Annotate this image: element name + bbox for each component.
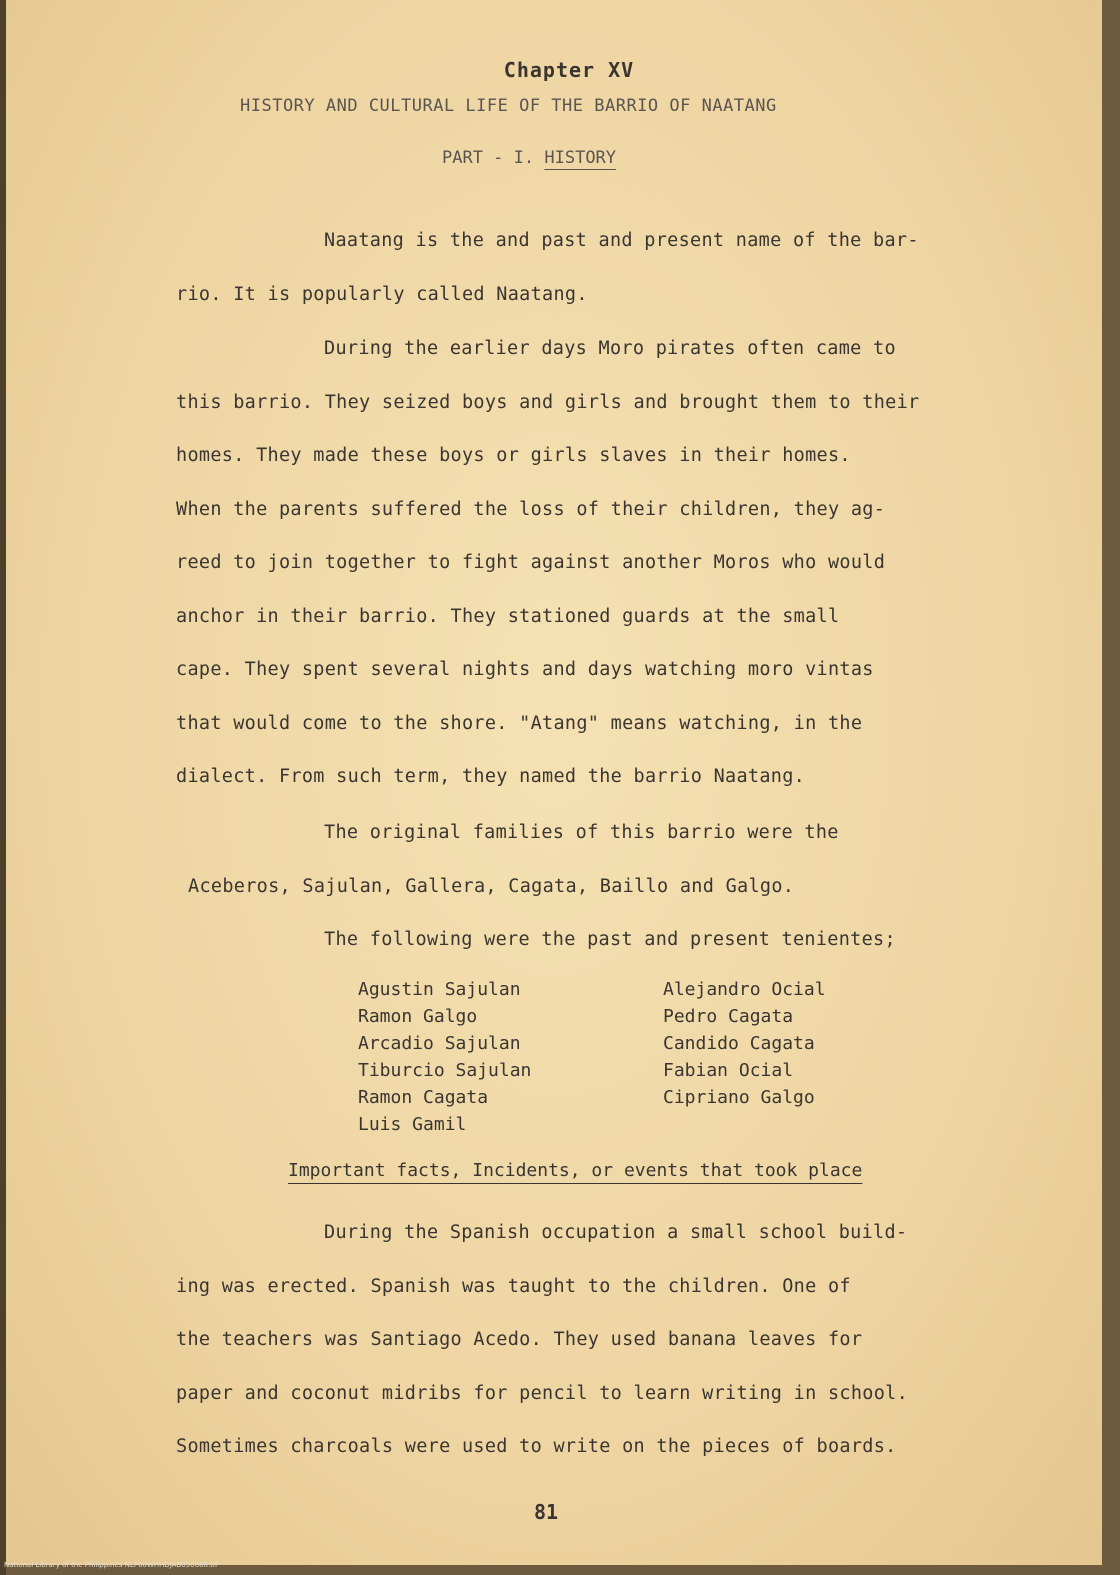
- teniente-name: Pedro Cagata: [663, 1006, 794, 1027]
- teniente-name: Tiburcio Sajulan: [358, 1060, 532, 1081]
- paragraph-name-origin: [176, 214, 919, 321]
- document-page: [6, 0, 1102, 1565]
- text-line: anchor in their barrio. They stationed guards at the small: [176, 605, 840, 627]
- text-line: paper and coconut midribs for pencil to learn writing in school.: [176, 1382, 909, 1404]
- teniente-name: Agustin Sajulan: [358, 979, 521, 1000]
- teniente-name: Ramon Cagata: [358, 1087, 489, 1108]
- teniente-name: Cipriano Galgo: [663, 1087, 815, 1108]
- teniente-name: Ramon Galgo: [358, 1006, 478, 1027]
- page-number: 81: [534, 1500, 559, 1524]
- text-line: ing was erected. Spanish was taught to the children. One of: [176, 1275, 851, 1297]
- text-line: Naatang is the and past and present name of the bar-: [324, 230, 919, 251]
- part-heading: [442, 148, 616, 168]
- teniente-name: Fabian Ocial: [663, 1060, 794, 1081]
- tenientes-list-right: [663, 976, 826, 1111]
- paragraph-moro-pirates: [176, 322, 919, 804]
- text-line: The original families of this barrio were the: [324, 822, 839, 843]
- text-line: During the earlier days Moro pirates often came to: [324, 338, 896, 359]
- tenientes-list-left: [358, 976, 531, 1138]
- text-line: The following were the past and present tenientes;: [324, 929, 896, 950]
- part-prefix: PART - I.: [442, 148, 535, 168]
- text-line: When the parents suffered the loss of their children, they ag-: [176, 498, 886, 520]
- text-line: During the Spanish occupation a small school build-: [324, 1222, 908, 1243]
- paragraph-families: [176, 806, 896, 967]
- paragraph-spanish-school: [176, 1206, 908, 1474]
- part-label: HISTORY: [544, 148, 617, 168]
- text-line: this barrio. They seized boys and girls and brought them to their: [176, 391, 920, 413]
- text-line: rio. It is popularly called Naatang.: [176, 283, 588, 305]
- chapter-heading: Chapter XV: [503, 58, 635, 82]
- teniente-name: Candido Cagata: [663, 1033, 815, 1054]
- teniente-name: Luis Gamil: [358, 1114, 467, 1135]
- text-line: that would come to the shore. "Atang" means watching, in the: [176, 712, 863, 734]
- text-line: cape. They spent several nights and days watching moro vintas: [176, 659, 874, 680]
- teniente-name: Arcadio Sajulan: [358, 1033, 521, 1054]
- facts-heading: Important facts, Incidents, or events that took place: [288, 1160, 863, 1181]
- text-line: reed to join together to fight against another Moros who would: [176, 552, 886, 573]
- scan-footer: National Library of the Philippines NLP00WHHDJAB050088.tif: [4, 1561, 218, 1569]
- document-title: HISTORY AND CULTURAL LIFE OF THE BARRIO OF NAATANG: [240, 96, 777, 116]
- teniente-name: Alejandro Ocial: [663, 979, 826, 1000]
- text-line: Aceberos, Sajulan, Gallera, Cagata, Baillo and Galgo.: [188, 875, 795, 897]
- text-line: Sometimes charcoals were used to write on the pieces of boards.: [176, 1436, 897, 1457]
- text-line: the teachers was Santiago Acedo. They used banana leaves for: [176, 1329, 863, 1350]
- text-line: dialect. From such term, they named the barrio Naatang.: [176, 766, 806, 787]
- text-line: homes. They made these boys or girls slaves in their homes.: [176, 445, 851, 466]
